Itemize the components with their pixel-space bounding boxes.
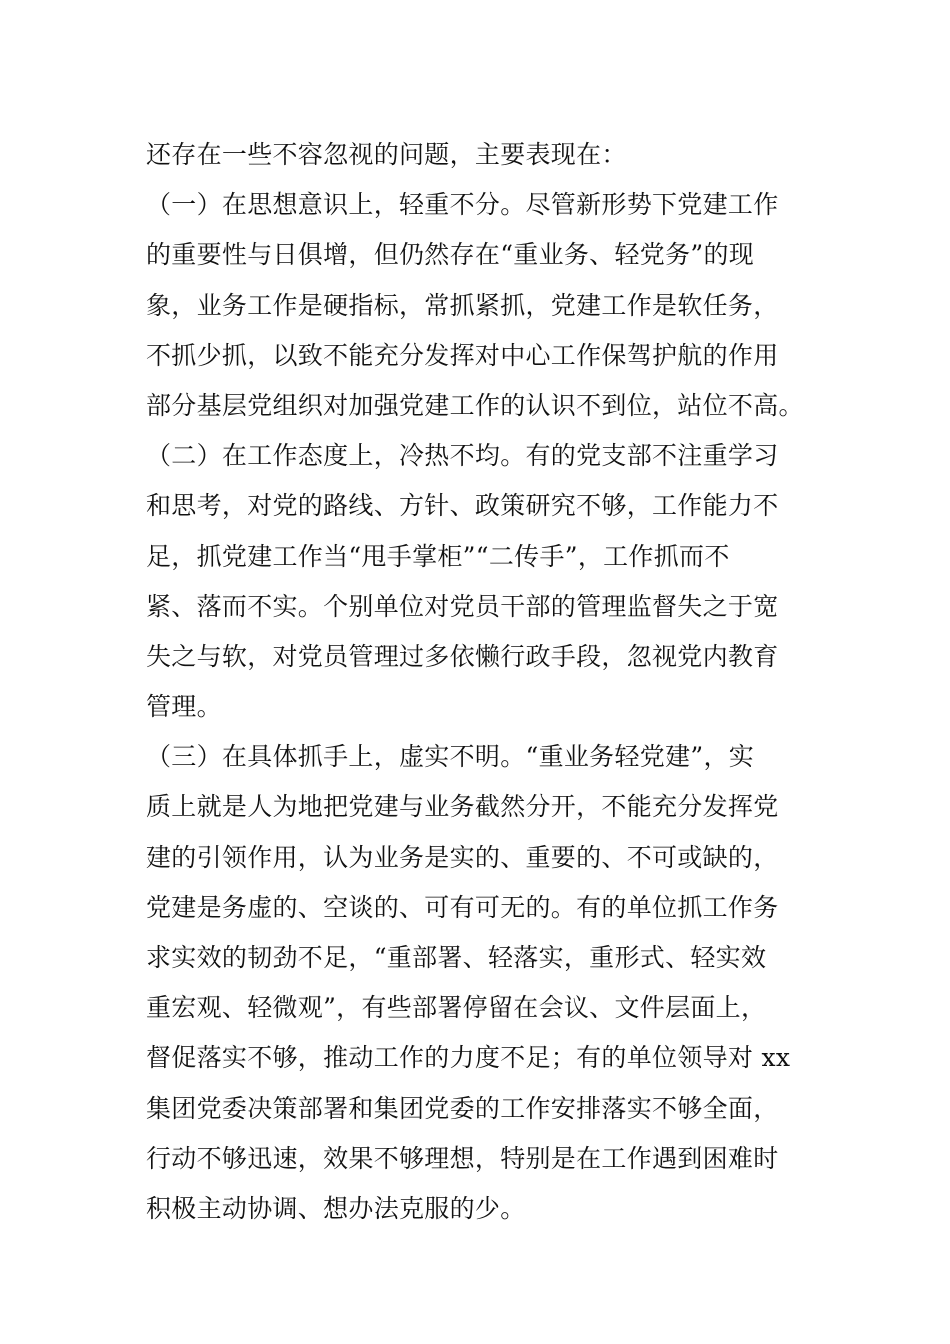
text-line: 党建是务虚的、空谈的、可有可无的。有的单位抓工作务 [146, 892, 779, 922]
text-line: 求实效的韧劲不足，“重部署、轻落实，重形式、轻实效 [146, 943, 767, 972]
text-line: 行动不够迅速，效果不够理想，特别是在工作遇到困难时 [146, 1143, 779, 1173]
text-line: 和思考，对党的路线、方针、政策研究不够，工作能力不 [146, 491, 779, 521]
text-line: 紧、落而不实。个别单位对党员干部的管理监督失之于宽 [146, 591, 779, 621]
text-line: 象，业务工作是硬指标，常抓紧抓，党建工作是软任务， [146, 290, 779, 320]
document-body [146, 130, 816, 1234]
text-line: 失之与软，对党员管理过多依懒行政手段，忽视党内教育 [146, 641, 779, 671]
text-line: （一）在思想意识上，轻重不分。尽管新形势下党建工作 [146, 190, 779, 220]
text-line: 集团党委决策部署和集团党委的工作安排落实不够全面， [146, 1093, 779, 1123]
text-line: 部分基层党组织对加强党建工作的认识不到位，站位不高。 [146, 390, 804, 420]
text-line: （二）在工作态度上，冷热不均。有的党支部不注重学习 [146, 441, 779, 471]
text-line: 重宏观、轻微观”，有些部署停留在会议、文件层面上， [146, 993, 767, 1023]
text-line: 不抓少抓，以致不能充分发挥对中心工作保驾护航的作用 [146, 340, 779, 370]
text-line: 的重要性与日俱增，但仍然存在“重业务、轻党务”的现 [146, 240, 755, 270]
text-line: 督促落实不够，推动工作的力度不足；有的单位领导对 xx [146, 1043, 791, 1073]
text-line: 足，抓党建工作当“甩手掌柜”“二传手”，工作抓而不 [146, 541, 730, 571]
text-line: 质上就是人为地把党建与业务截然分开，不能充分发挥党 [146, 792, 779, 822]
text-line: 建的引领作用，认为业务是实的、重要的、不可或缺的， [146, 842, 779, 872]
text-line: 管理。 [146, 692, 222, 722]
text-line: 积极主动协调、想办法克服的少。 [146, 1193, 526, 1223]
text-line: （三）在具体抓手上，虚实不明。“重业务轻党建”，实 [146, 742, 755, 772]
text-line: 还存在一些不容忽视的问题，主要表现在： [146, 140, 627, 169]
